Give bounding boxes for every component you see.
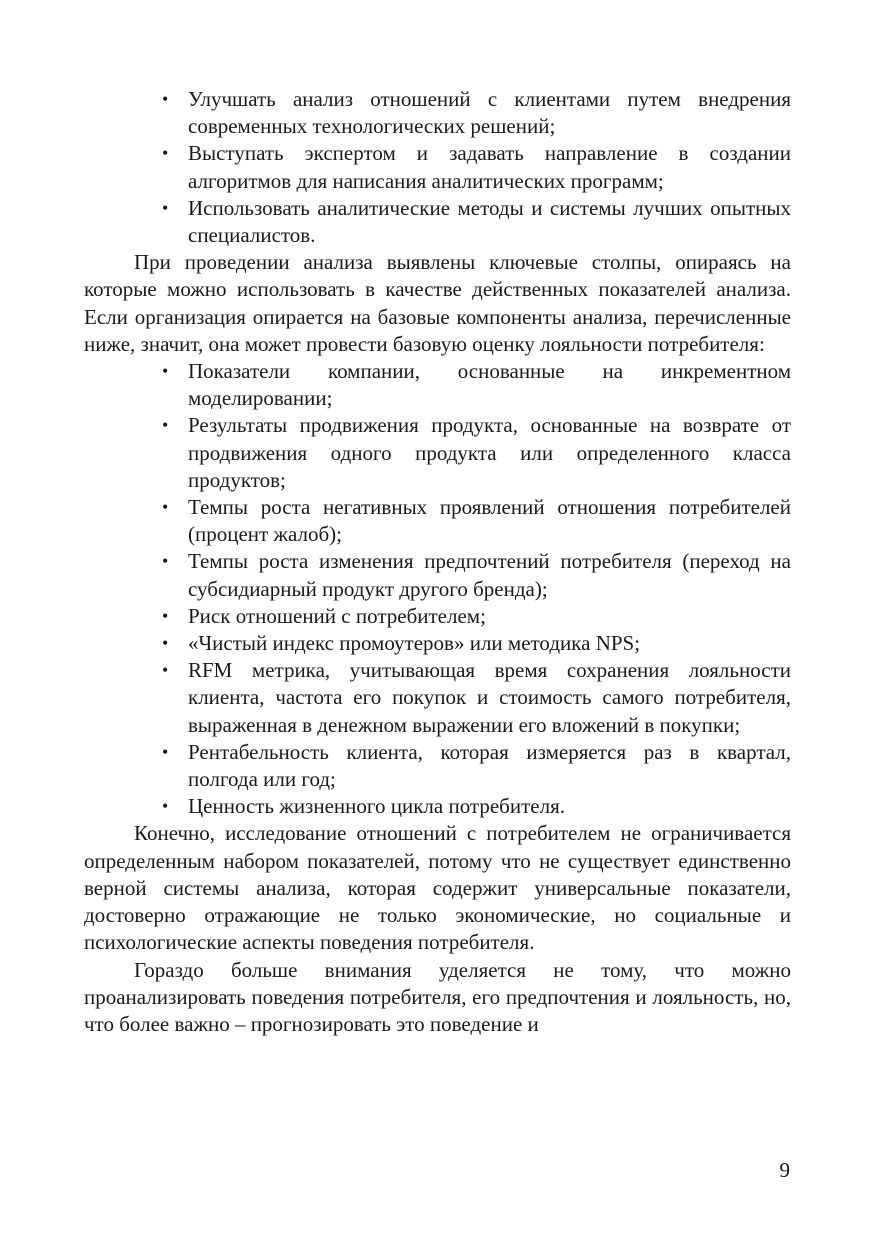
paragraph-forecasting: Гораздо больше внимания уделяется не тому, что можно проанализировать поведения потребителя, его предпочтения и лояльность, но, что более важно – прогнозировать это поведение и — [84, 957, 791, 1036]
list-item — [162, 412, 791, 494]
list-item-text: Рентабельность клиента, которая измеряется раз в квартал, полгода или год; — [188, 739, 791, 792]
bullet-icon: • — [162, 361, 169, 382]
list-item — [162, 548, 791, 602]
list-item — [162, 739, 791, 793]
bullet-list-metrics — [84, 358, 791, 820]
bullet-icon: • — [162, 551, 169, 572]
list-item — [162, 358, 791, 412]
list-item — [162, 86, 791, 140]
list-item-text: Показатели компании, основанные на инкрементном моделировании; — [188, 359, 791, 411]
bullet-icon: • — [162, 415, 169, 436]
paragraph-no-single-system: Конечно, исследование отношений с потребителем не ограничивается определенным набором показателей, потому что не существует единственно верной системы анализа, которая содержит универсальные показатели, достоверно отражающие не только экономические, но социальные и психологические аспекты поведения потребителя. — [84, 821, 791, 955]
list-item-text: Риск отношений с потребителем; — [188, 603, 486, 628]
list-item-text: Использовать аналитические методы и системы лучших опытных специалистов. — [188, 195, 791, 248]
list-item-text: RFM метрика, учитывающая время сохранения лояльности клиента, частота его покупок и стоимость самого потребителя, выраженная в денежном выражении его вложений в покупки; — [188, 658, 791, 737]
list-item — [162, 494, 791, 548]
list-item — [162, 657, 791, 739]
bullet-icon: • — [162, 89, 169, 109]
bullet-icon: • — [162, 741, 169, 762]
list-item-text: Темпы роста негативных проявлений отношения потребителей (процент жалоб); — [188, 495, 791, 547]
page-number: 9 — [779, 1158, 790, 1182]
bullet-icon: • — [162, 197, 169, 218]
list-item-text: Выступать экспертом и задавать направление в создании алгоритмов для написания аналитических программ; — [188, 141, 791, 193]
list-item — [162, 793, 791, 820]
list-item — [162, 630, 791, 657]
paragraph-analysis-pillars: При проведении анализа выявлены ключевые столпы, опираясь на которые можно использовать в качестве действенных показателей анализа. Если организация опирается на базовые компоненты анализа, перечисленные ниже, значит, она может провести базовую оценку лояльности потребителя: — [84, 250, 791, 356]
bullet-icon: • — [162, 143, 169, 164]
list-item — [162, 195, 791, 249]
list-item-text: Ценность жизненного цикла потребителя. — [188, 794, 565, 819]
bullet-icon: • — [162, 633, 169, 654]
bullet-icon: • — [162, 497, 169, 518]
bullet-icon: • — [162, 660, 169, 681]
bullet-icon: • — [162, 605, 169, 626]
list-item — [162, 603, 791, 630]
list-item-text: Темпы роста изменения предпочтений потребителя (переход на субсидиарный продукт другого бренда); — [188, 549, 791, 601]
list-item-text: Результаты продвижения продукта, основанные на возврате от продвижения одного продукта или определенного класса продуктов; — [188, 413, 791, 492]
bullet-list-goals — [84, 86, 791, 249]
list-item — [162, 140, 791, 194]
list-item-text: «Чистый индекс промоутеров» или методика NPS; — [188, 631, 641, 656]
bullet-icon: • — [162, 796, 169, 817]
list-item-text: Улучшать анализ отношений с клиентами путем внедрения современных технологических решений; — [188, 87, 791, 139]
text-block — [84, 86, 791, 1038]
